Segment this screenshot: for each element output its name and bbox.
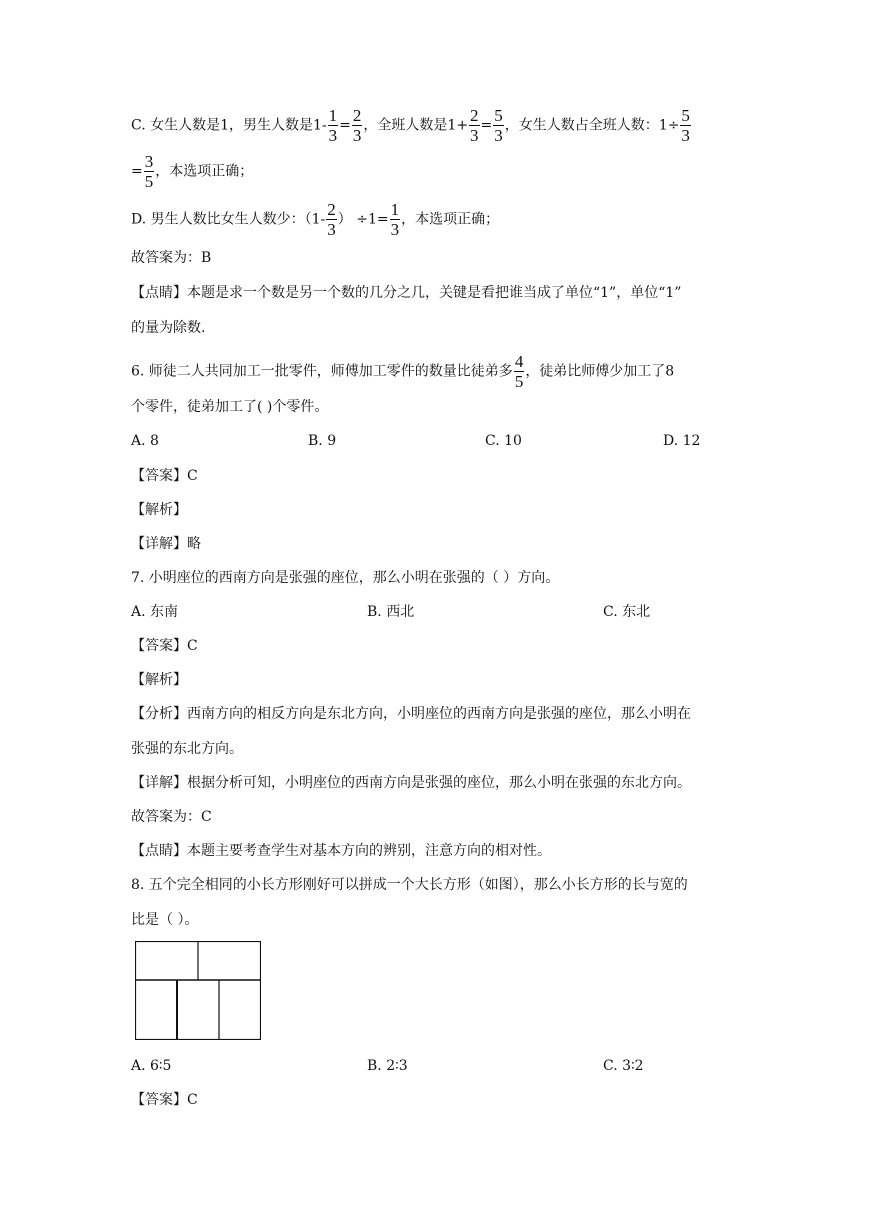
rectangle-figure (135, 941, 261, 1040)
question-7: 7. 小明座位的西南方向是张强的座位，那么小明在张强的（ ）方向。 (131, 570, 560, 586)
q7-analysis: 【解析】 (131, 672, 187, 688)
fraction: $\frac{2}{3}$ (470, 106, 479, 145)
q7-note: 【点睛】本题主要考查学生对基本方向的辨别，注意方向的相对性。 (131, 843, 551, 859)
fraction: $\frac{2}{3}$ (352, 106, 362, 145)
q7-fenxi-line2: 张强的东北方向。 (131, 741, 243, 757)
q7-fenxi-line1: 【分析】西南方向的相反方向是东北方向，小明座位的西南方向是张强的座位，那么小明在 (131, 706, 691, 722)
q6-detail: 【详解】略 (131, 536, 201, 552)
fraction: $\frac{5}{3}$ (681, 106, 690, 145)
q6-option-c: C. 10 (485, 433, 522, 449)
q7-option-b: B. 西北 (367, 604, 415, 620)
question-8-line1: 8. 五个完全相同的小长方形刚好可以拼成一个大长方形（如图），那么小长方形的长与宽的 (131, 877, 688, 893)
question-6: 6. 师徒二人共同加工一批零件，师傅加工零件的数量比徒弟多 $\frac{4}{5}$ ，徒弟比师傅少加工了8 (131, 352, 675, 391)
q6-analysis: 【解析】 (131, 502, 187, 518)
q6-option-a: A. 8 (131, 433, 159, 449)
q7-option-a: A. 东南 (131, 604, 179, 620)
q7-option-c: C. 东北 (603, 604, 651, 620)
fraction: $\frac{4}{5}$ (514, 352, 524, 391)
q6-answer: 【答案】C (131, 468, 198, 484)
question-6-line2: 个零件，徒弟加工了( )个零件。 (131, 399, 329, 415)
option-d-line: D. 男生人数比女生人数少：（1- $\frac{2}{3}$ ） ÷1= $\frac{1}{3}$ ，本选项正确； (131, 200, 500, 239)
answer-q5: 故答案为：B (131, 250, 212, 266)
fraction: $\frac{2}{3}$ (327, 200, 336, 239)
note-q5-line2: 的量为除数. (131, 320, 206, 336)
option-c-line: C. 女生人数是1，男生人数是1- $\frac{1}{3}$ = $\frac{2}{3}$ ，全班人数是1+ $\frac{2}{3}$ = $\frac{5}{3}$ ，女生人数占全班人数：1÷ $\frac{5}{3}$ (131, 106, 690, 145)
q7-detail: 【详解】根据分析可知，小明座位的西南方向是张强的座位，那么小明在张强的东北方向。 (131, 775, 691, 791)
fraction: $\frac{1}{3}$ (328, 106, 338, 145)
fraction: $\frac{3}{5}$ (144, 152, 154, 191)
option-c-line-2: = $\frac{3}{5}$ ，本选项正确； (131, 152, 254, 191)
note-q5-line1: 【点睛】本题是求一个数是另一个数的几分之几，关键是看把谁当成了单位“1”，单位“1” (131, 285, 682, 301)
q8-option-a: A. 6∶5 (131, 1058, 172, 1074)
q8-option-c: C. 3∶2 (603, 1058, 644, 1074)
q7-final-answer: 故答案为：C (131, 809, 212, 825)
q8-answer: 【答案】C (131, 1092, 198, 1108)
q8-option-b: B. 2∶3 (367, 1058, 408, 1074)
question-8-line2: 比是（ ）。 (131, 912, 199, 928)
fraction: $\frac{5}{3}$ (494, 106, 503, 145)
q6-option-b: B. 9 (308, 433, 337, 449)
q7-answer: 【答案】C (131, 638, 198, 654)
q6-option-d: D. 12 (663, 433, 701, 449)
fraction: $\frac{1}{3}$ (390, 200, 400, 239)
